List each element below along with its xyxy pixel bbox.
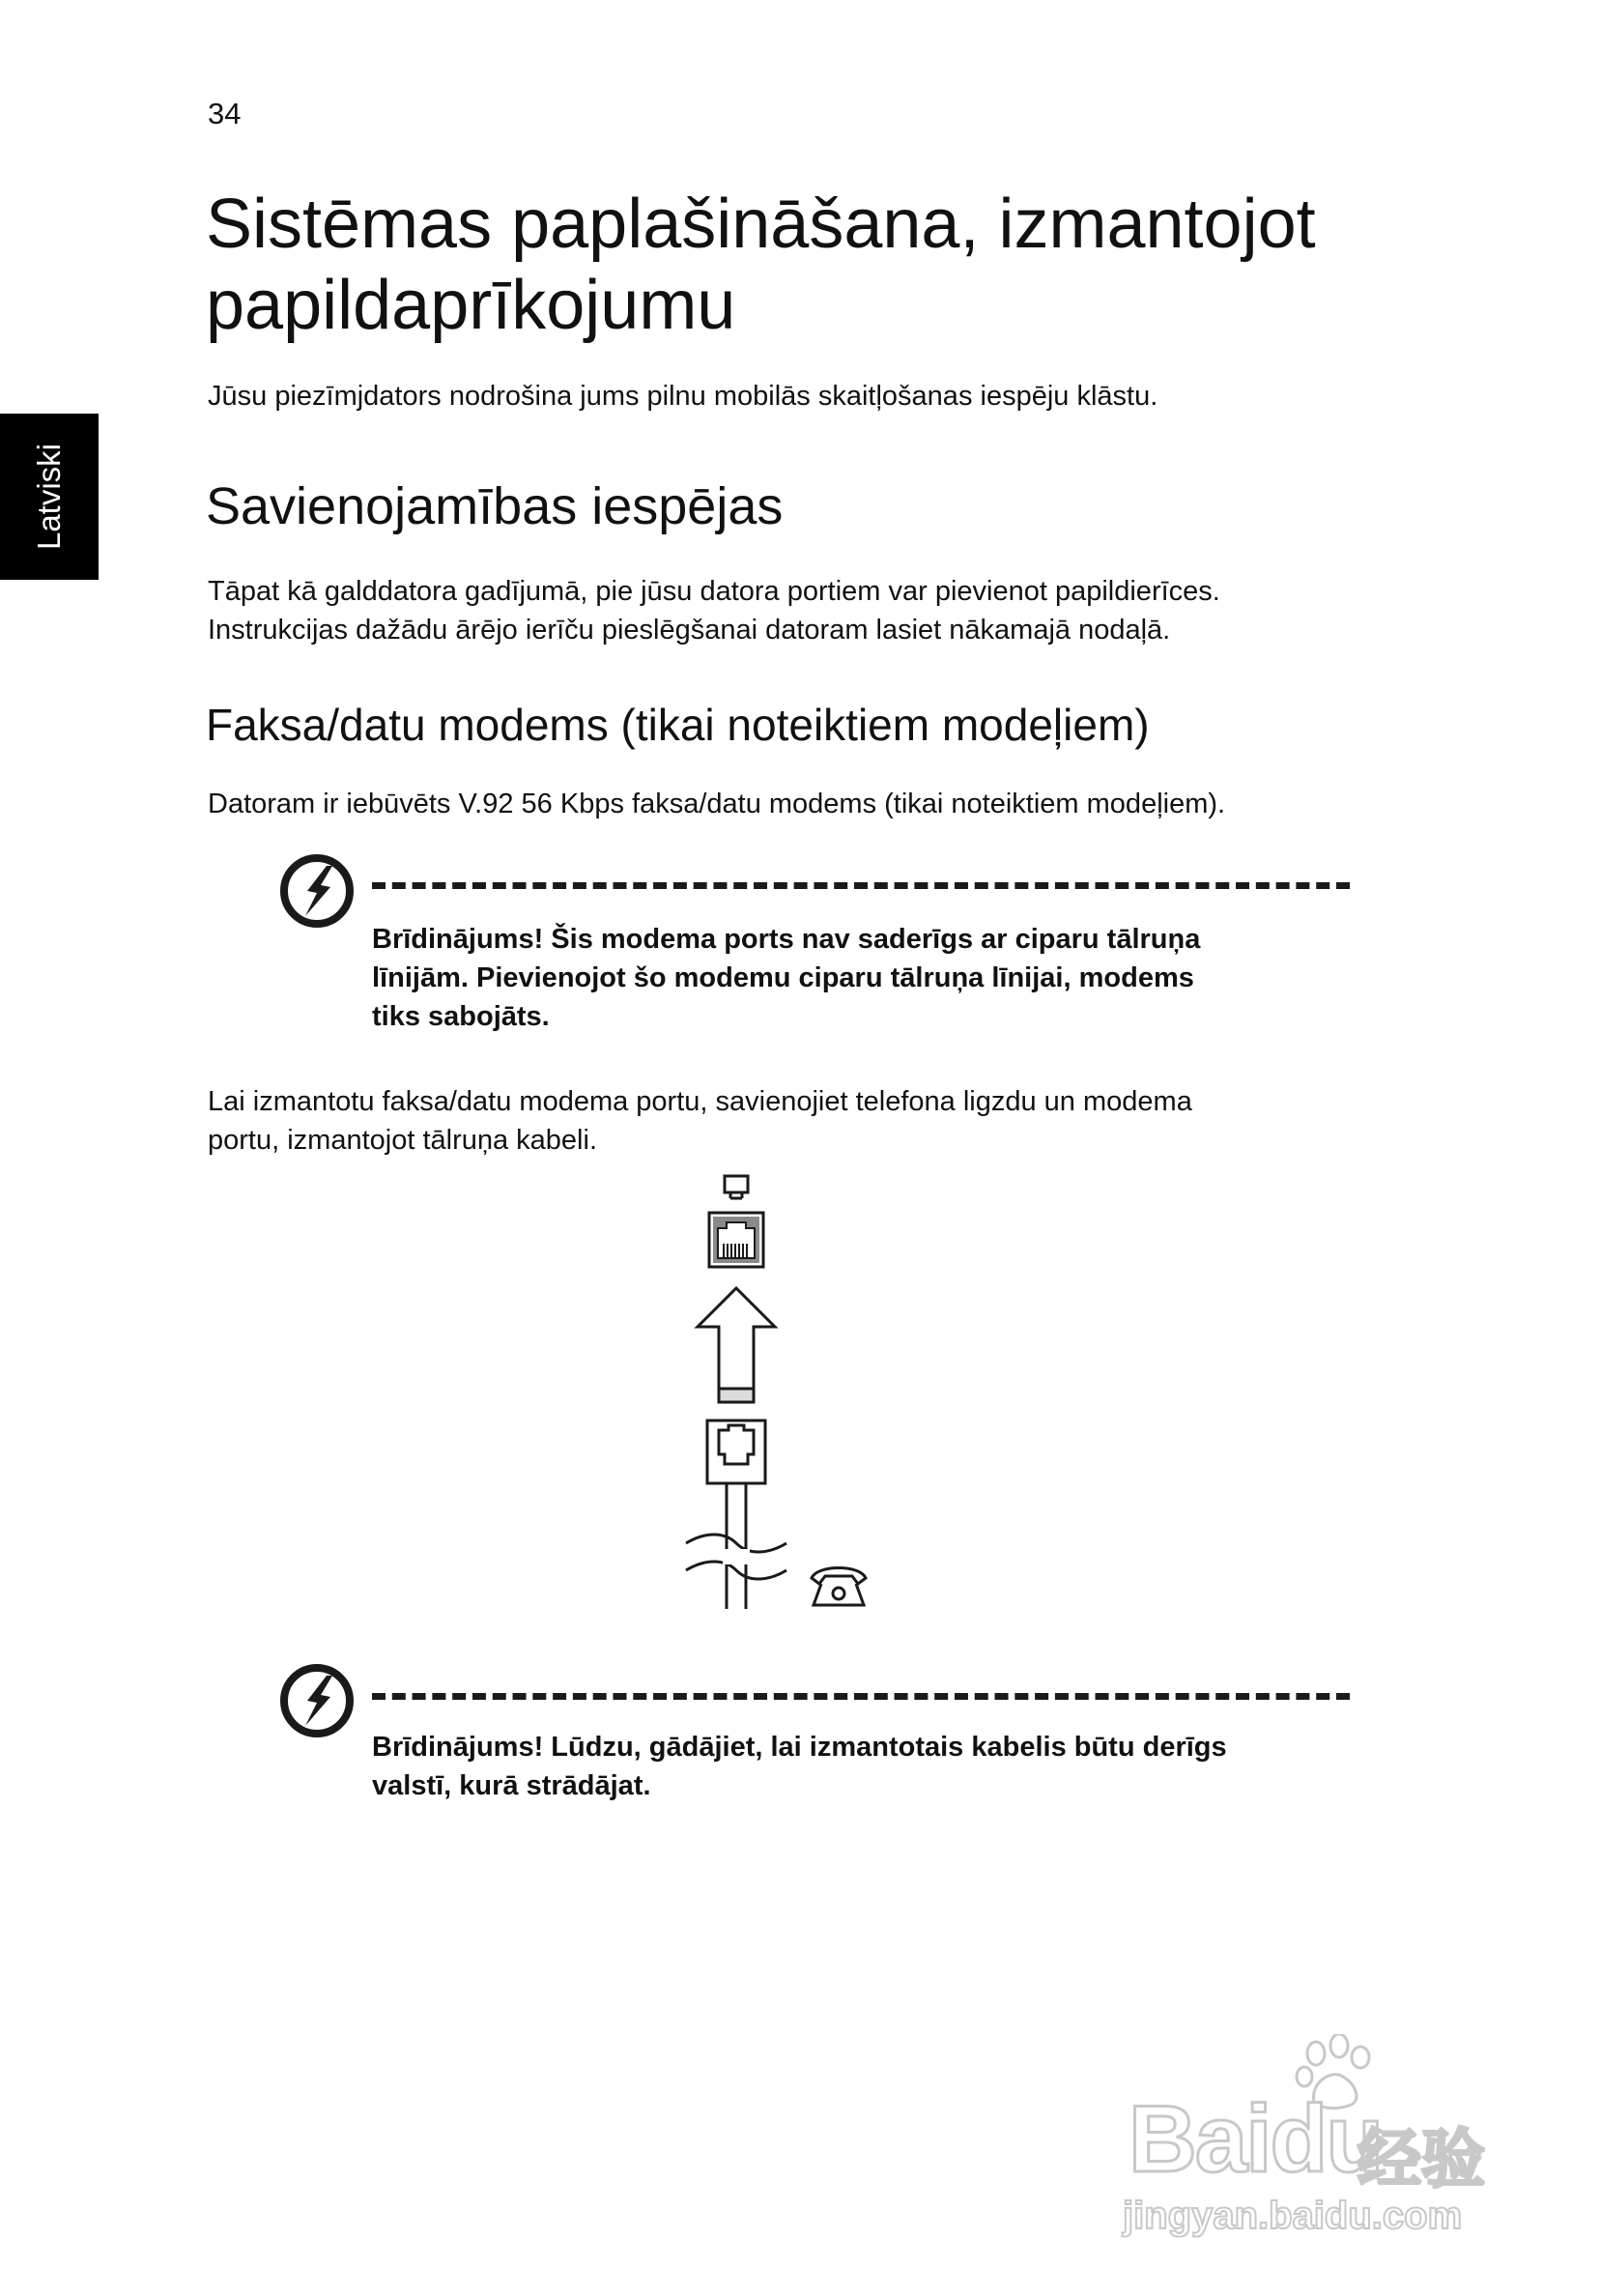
watermark-url: jingyan.baidu.com (1123, 2195, 1463, 2237)
section-line-1: Tāpat kā galddatora gadījumā, pie jūsu datora portiem var pievienot papildierīces. (208, 576, 1220, 607)
warning-text (372, 920, 1338, 1036)
warning-line-1: Brīdinājums! Lūdzu, gādājiet, lai izmantotais kabelis būtu derīgs (372, 1732, 1227, 1763)
telephone-icon (812, 1568, 866, 1606)
page-number: 34 (208, 97, 242, 130)
usage-line-1: Lai izmantotu faksa/datu modema portu, savienojiet telefona ligzdu un modema (208, 1086, 1192, 1117)
page-title-line-1: Sistēmas paplašināšana, izmantojot (206, 186, 1316, 263)
usage-line-2: portu, izmantojot tālruņa kabeli. (208, 1125, 597, 1156)
warning-line-3: tiks sabojāts. (372, 1001, 550, 1032)
intro-paragraph: Jūsu piezīmjdators nodrošina jums pilnu mobilās skaitļošanas iespēju klāstu. (208, 381, 1158, 412)
language-tab-label: Latviski (31, 443, 67, 551)
page-title (206, 184, 1462, 346)
baidu-watermark (1121, 2034, 1507, 2237)
lightning-warning-icon (278, 1662, 356, 1739)
warning-divider (372, 882, 1350, 889)
up-arrow (698, 1288, 775, 1402)
subsection-heading: Faksa/datu modems (tikai noteiktiem modeļiem) (206, 700, 1150, 750)
page-title-line-2: papildaprīkojumu (206, 267, 736, 344)
rj11-socket (709, 1213, 763, 1267)
watermark-cjk: 经验 (1357, 2123, 1485, 2195)
section-heading: Savienojamības iespējas (206, 477, 784, 535)
language-tab (0, 414, 99, 580)
warning-text (372, 1728, 1338, 1805)
warning-line-2: valstī, kurā strādājat. (372, 1770, 651, 1801)
usage-paragraph (208, 1082, 1367, 1160)
rj11-plug (707, 1421, 765, 1609)
watermark-word: Baidu (1129, 2085, 1383, 2192)
warning-line-2: līnijām. Pievienojot šo modemu ciparu tālruņa līnijai, modems (372, 962, 1194, 993)
warning-line-1: Brīdinājums! Šis modema ports nav saderīgs ar ciparu tālruņa (372, 924, 1201, 955)
lightning-warning-icon (278, 852, 356, 930)
section-line-2: Instrukcijas dažādu ārējo ierīču pieslēgšanai datoram lasiet nākamajā nodaļā. (208, 615, 1171, 646)
cable-break (686, 1535, 786, 1579)
modem-connection-diagram (667, 1164, 908, 1628)
section-paragraph (208, 572, 1464, 649)
modem-port-icon (725, 1176, 748, 1198)
subsection-paragraph: Datoram ir iebūvēts V.92 56 Kbps faksa/datu modems (tikai noteiktiem modeļiem). (208, 789, 1226, 819)
warning-divider (372, 1693, 1350, 1700)
